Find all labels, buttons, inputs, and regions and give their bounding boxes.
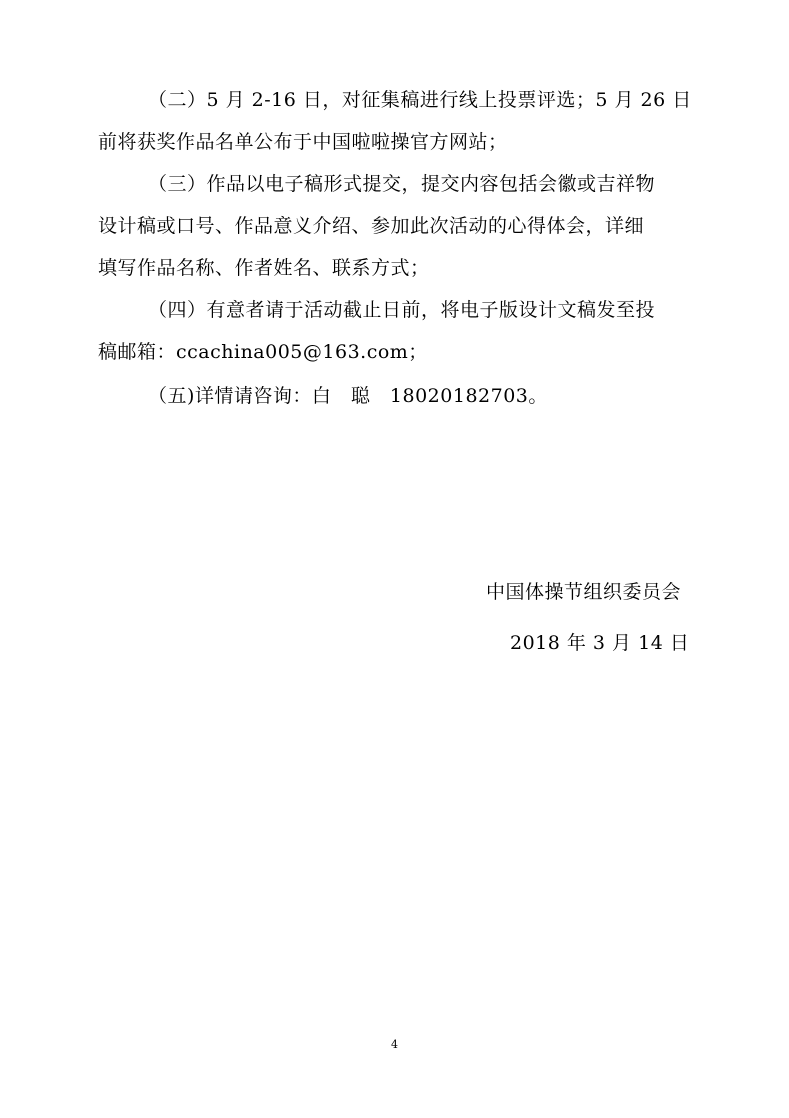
paragraph-line: 前将获奖作品名单公布于中国啦啦操官方网站； [98, 131, 508, 153]
paragraph-line: （四）有意者请于活动截止日前，将电子版设计文稿发至投 [148, 299, 656, 321]
paragraph-line: 设计稿或口号、作品意义介绍、参加此次活动的心得体会，详细 [98, 215, 645, 237]
paragraph-line: （三）作品以电子稿形式提交，提交内容包括会徽或吉祥物 [148, 173, 656, 195]
paragraph-line: 稿邮箱：ccachina005@163.com； [98, 341, 428, 363]
signature-date: 2018 年 3 月 14 日 [510, 632, 690, 654]
paragraph-line: （二）5 月 2-16 日，对征集稿进行线上投票评选；5 月 26 日 [148, 89, 692, 111]
signature-organization: 中国体操节组织委员会 [486, 581, 682, 603]
page-number: 4 [391, 1038, 398, 1051]
paragraph-line: 填写作品名称、作者姓名、联系方式； [98, 257, 430, 279]
paragraph-line: （五)详情请咨询：白 聪 18020182703。 [148, 385, 548, 407]
